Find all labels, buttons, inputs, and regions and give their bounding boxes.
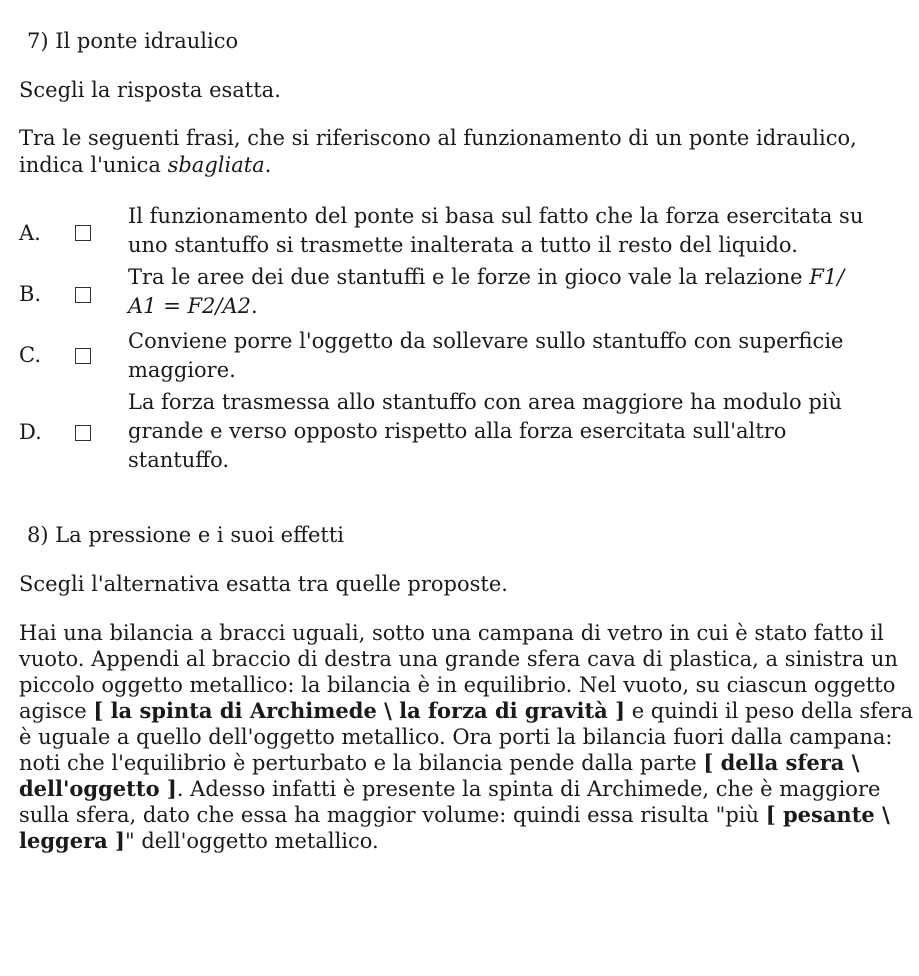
option-letter: A. bbox=[19, 221, 41, 245]
q7-prompt-text: indica l'unica bbox=[19, 153, 168, 177]
option-text-line-2: uno stantuffo si trasmette inalterata a tutto il resto del liquido. bbox=[128, 233, 798, 257]
q8-cloze-paragraph bbox=[19, 620, 914, 854]
option-checkbox[interactable] bbox=[75, 425, 91, 441]
option-text-line-1: La forza trasmessa allo stantuffo con area maggiore ha modulo più bbox=[128, 390, 843, 414]
option-checkbox[interactable] bbox=[75, 225, 91, 241]
option-letter: D. bbox=[19, 420, 42, 444]
option-text-line-2: maggiore. bbox=[128, 358, 236, 382]
q7-prompt-suffix: . bbox=[264, 153, 272, 177]
option-checkbox[interactable] bbox=[75, 348, 91, 364]
option-letter: B. bbox=[19, 282, 42, 306]
option-text: Tra le aree dei due stantuffi e le forze in gioco vale la relazione bbox=[128, 265, 810, 289]
q8-text-4: " dell'oggetto metallico. bbox=[124, 829, 379, 853]
q8-text-1: Hai una bilancia a bracci uguali, sotto una campana di vetro in cui è stato fatto il vuoto. Appendi al braccio di destra una grande sfera cava di plastica, a sinistra un piccolo oggetto metallico: la bilancia è in equilibrio. Nel vuoto, su ciascun oggetto agisce bbox=[19, 621, 898, 723]
q7-title: 7) Il ponte idraulico bbox=[27, 29, 239, 53]
q7-instruction: Scegli la risposta esatta. bbox=[19, 78, 281, 102]
option-text: . bbox=[251, 294, 258, 318]
option-text-line-2 bbox=[128, 292, 258, 321]
q7-prompt-line-1: Tra le seguenti frasi, che si riferiscono al funzionamento di un ponte idraulico, bbox=[19, 126, 857, 150]
option-formula: F1/ bbox=[809, 265, 845, 289]
option-letter: C. bbox=[19, 343, 41, 367]
q7-prompt-emphasis: sbagliata bbox=[167, 153, 265, 177]
q8-title: 8) La pressione e i suoi effetti bbox=[27, 523, 345, 547]
option-formula: A1 = F2/A2 bbox=[128, 294, 252, 318]
option-text-line-2: grande e verso opposto rispetto alla forza esercitata sull'altro bbox=[128, 419, 787, 443]
q8-choice-2[interactable]: [ della sfera \ dell'oggetto ] bbox=[19, 750, 860, 801]
q8-text-3: . Adesso infatti è presente la spinta di Archimede, che è maggiore sulla sfera, dato che essa ha maggior volume: quindi essa risulta "più bbox=[19, 777, 881, 827]
option-text-line-3: stantuffo. bbox=[128, 448, 230, 472]
q8-choice-1[interactable]: [ la spinta di Archimede \ la forza di gravità ] bbox=[93, 698, 626, 723]
q8-choice-3[interactable]: [ pesante \ leggera ] bbox=[19, 802, 890, 853]
q8-instruction: Scegli l'alternativa esatta tra quelle proposte. bbox=[19, 572, 508, 596]
q8-text-2: e quindi il peso della sfera è uguale a quello dell'oggetto metallico. Ora porti la bilancia fuori dalla campana: noti che l'equilibrio è perturbato e la bilancia pende dalla parte bbox=[19, 699, 913, 775]
option-text-line-1: Il funzionamento del ponte si basa sul fatto che la forza esercitata su bbox=[128, 204, 864, 228]
option-text-line-1 bbox=[128, 263, 844, 292]
option-checkbox[interactable] bbox=[75, 287, 91, 303]
option-text-line-1: Conviene porre l'oggetto da sollevare sullo stantuffo con superficie bbox=[128, 329, 844, 353]
q7-prompt-line-2 bbox=[19, 153, 271, 177]
